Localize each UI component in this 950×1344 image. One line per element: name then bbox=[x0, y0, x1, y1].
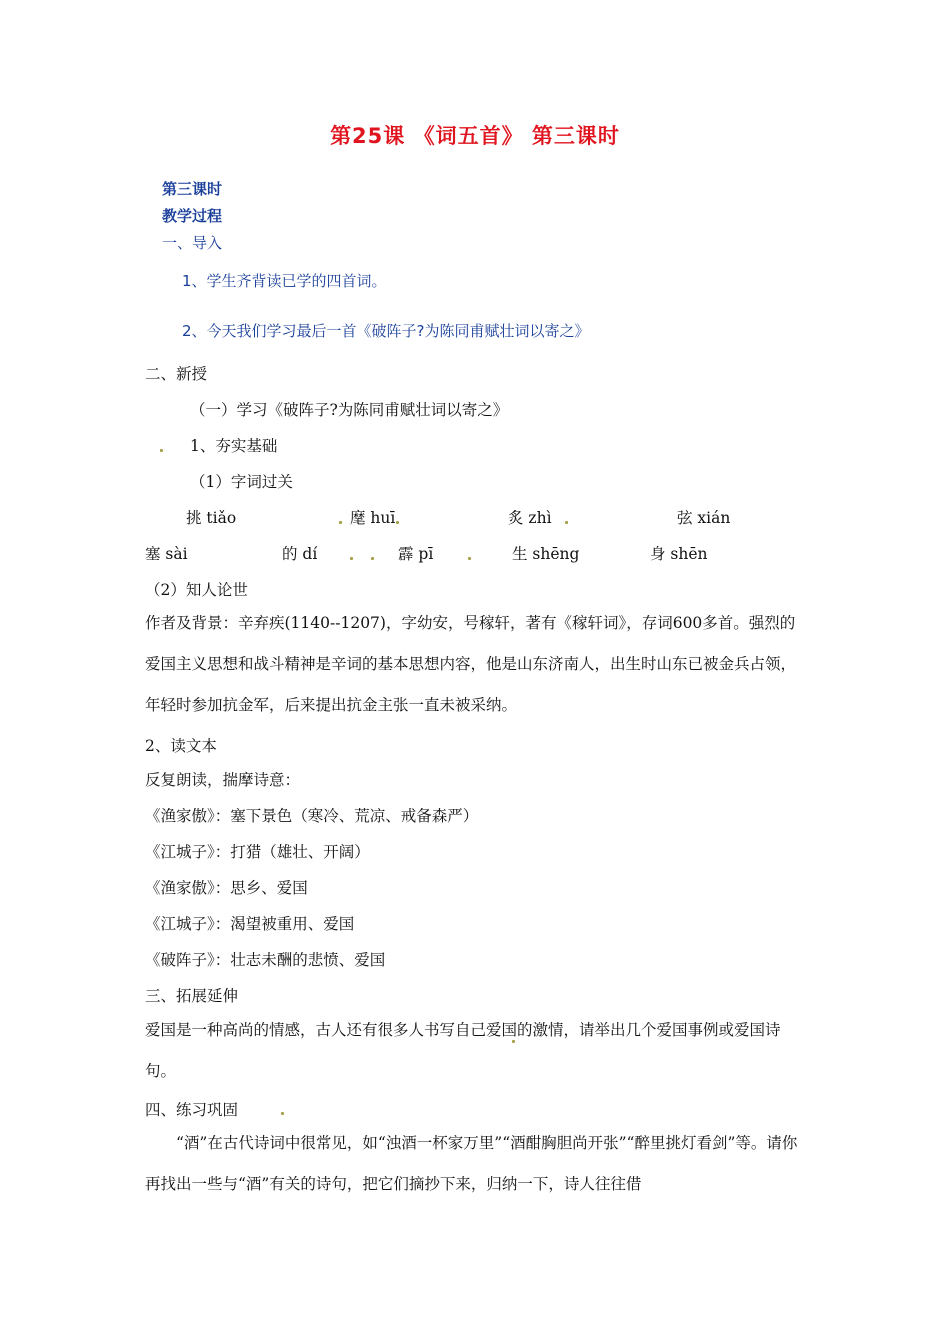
process-label: 教学过程 bbox=[162, 207, 223, 225]
author-paragraph: 作者及背景：辛弃疾(1140--1207)，字幼安，号稼轩，著有《稼轩词》，存词600多首。强烈的爱国主义思想和战斗精神是辛词的基本思想内容，他是山东济南人，出生时山东已被金兵占领，年轻时参加抗金军，后来提出抗金主张一直未被采纳。 bbox=[145, 614, 797, 714]
period-label: 第三课时 bbox=[162, 180, 223, 198]
poem-item: 《渔家傲》：思乡、爱国 bbox=[145, 879, 308, 897]
words-heading: （1）字词过关 bbox=[190, 473, 293, 491]
basics-heading: 1、夯实基础 bbox=[190, 437, 278, 455]
read-intro: 反复朗读，揣摩诗意： bbox=[145, 771, 301, 789]
section3-paragraph: 爱国是一种高尚的情感，古人还有很多人书写自己爱国的激情，请举出几个爱国事例或爱国诗句。 bbox=[145, 1021, 781, 1080]
stray-mark bbox=[565, 521, 568, 524]
word-item: 的 dí bbox=[282, 545, 318, 563]
word-item: 塞 sài bbox=[145, 545, 188, 563]
stray-mark bbox=[512, 1040, 515, 1043]
section2-sub1: （一）学习《破阵子?为陈同甫赋壮词以寄之》 bbox=[190, 401, 509, 419]
section2-heading: 二、新授 bbox=[145, 365, 208, 383]
section4-paragraph: “酒”在古代诗词中很常见，如“浊酒一杯家万里”“酒酣胸胆尚开张”“醉里挑灯看剑”等。请你再找出一些与“酒”有关的诗句，把它们摘抄下来，归纳一下，诗人往往借 bbox=[145, 1134, 798, 1193]
section4-heading: 四、练习巩固 bbox=[145, 1101, 239, 1119]
word-item: 身 shēn bbox=[650, 545, 708, 563]
stray-mark bbox=[339, 521, 342, 524]
stray-mark bbox=[350, 557, 353, 560]
poem-item: 《江城子》：打猎（雄壮、开阔） bbox=[145, 843, 370, 861]
section3-heading: 三、拓展延伸 bbox=[145, 987, 239, 1005]
intro-item-2: 2、今天我们学习最后一首《破阵子?为陈同甫赋壮词以寄之》 bbox=[182, 322, 590, 340]
read-heading: 2、读文本 bbox=[145, 737, 217, 755]
page-title: 第25课 《词五首》 第三课时 bbox=[330, 124, 620, 148]
intro-item-1: 1、学生齐背读已学的四首词。 bbox=[182, 272, 387, 290]
poem-item: 《江城子》：渴望被重用、爱国 bbox=[145, 915, 355, 933]
poem-item: 《渔家傲》：塞下景色（寒冷、荒凉、戒备森严） bbox=[145, 807, 479, 825]
word-item: 生 shēng bbox=[512, 545, 580, 563]
poem-item: 《破阵子》：壮志未酬的悲愤、爱国 bbox=[145, 951, 386, 969]
word-item: 麾 huī bbox=[350, 509, 396, 527]
stray-mark bbox=[371, 557, 374, 560]
stray-mark bbox=[160, 449, 163, 452]
stray-mark bbox=[468, 557, 471, 560]
stray-mark bbox=[396, 521, 399, 524]
stray-mark bbox=[281, 1112, 284, 1115]
word-item: 挑 tiǎo bbox=[186, 509, 237, 527]
intro-heading: 一、导入 bbox=[162, 234, 223, 252]
word-item: 霹 pī bbox=[398, 545, 434, 563]
word-item: 炙 zhì bbox=[508, 509, 552, 527]
word-item: 弦 xián bbox=[677, 509, 731, 527]
author-heading: （2）知人论世 bbox=[145, 581, 248, 599]
